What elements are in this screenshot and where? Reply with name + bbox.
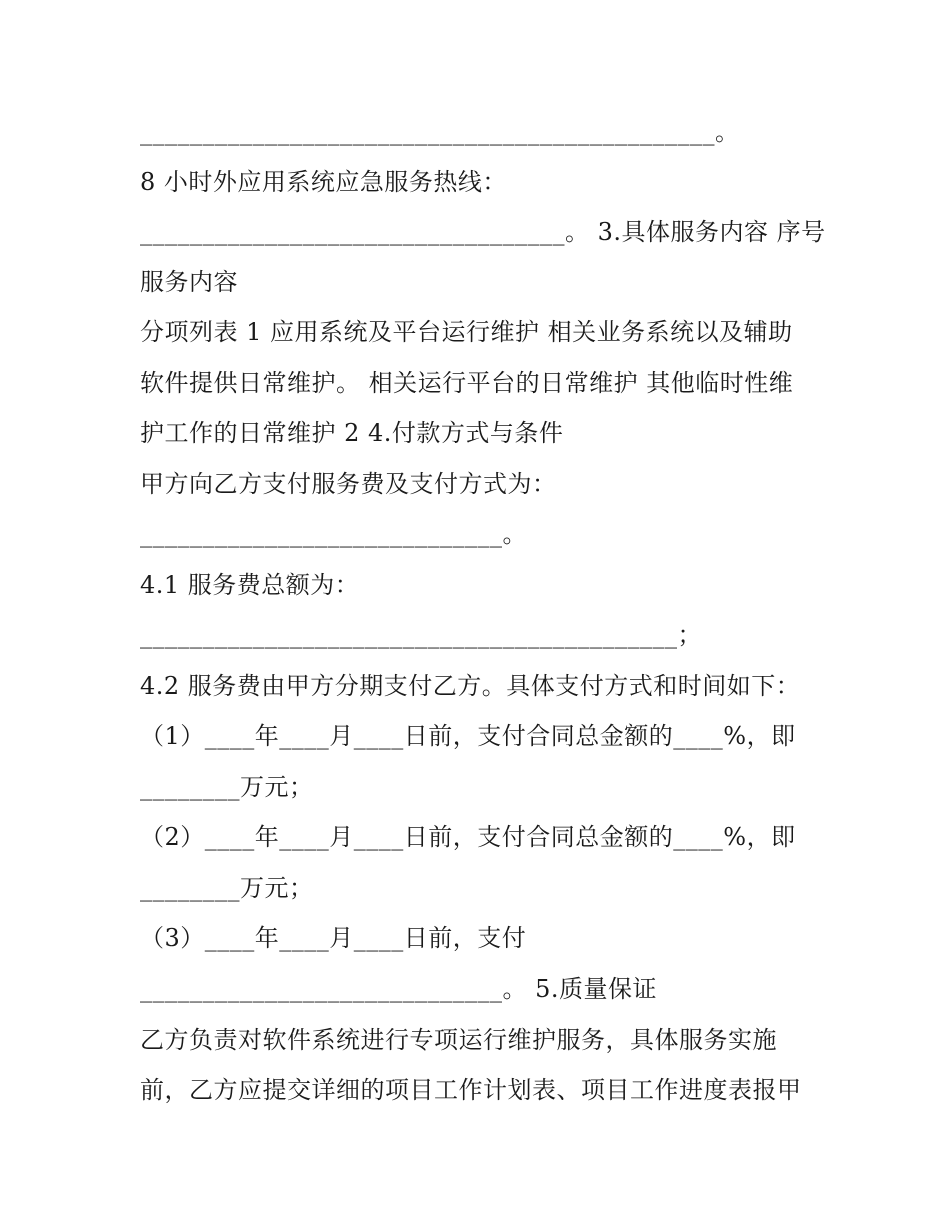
text-line: （2）____年____月____日前，支付合同总金额的____%，即 — [140, 823, 796, 851]
text-line: ________万元； — [140, 874, 314, 902]
text-line: 8 小时外应用系统应急服务热线： — [140, 168, 507, 196]
text-line: _____________________________。 — [140, 520, 527, 548]
text-line: ___________________________________________； — [140, 621, 702, 649]
text-line: 4.1 服务费总额为： — [140, 571, 360, 599]
text-line: 甲方向乙方支付服务费及支付方式为： — [140, 470, 557, 498]
text-line: ________万元； — [140, 773, 314, 801]
text-line: _____________________________。 5.质量保证 — [140, 975, 658, 1003]
text-line: 4.2 服务费由甲方分期支付乙方。具体支付方式和时间如下： — [140, 672, 801, 700]
text-line: 分项列表 1 应用系统及平台运行维护 相关业务系统以及辅助 — [140, 318, 793, 346]
text-line: __________________________________。 3.具体服务内容 序号 — [140, 218, 826, 246]
text-line: 乙方负责对软件系统进行专项运行维护服务，具体服务实施 — [140, 1026, 777, 1054]
text-line: 服务内容 — [140, 268, 238, 296]
text-line: （3）____年____月____日前，支付 — [140, 924, 527, 952]
text-line: 软件提供日常维护。 相关运行平台的日常维护 其他临时性维 — [140, 369, 794, 397]
text-line: 护工作的日常维护 2 4.付款方式与条件 — [140, 419, 564, 447]
text-line: 前，乙方应提交详细的项目工作计划表、项目工作进度表报甲 — [140, 1076, 802, 1104]
text-line: （1）____年____月____日前，支付合同总金额的____%，即 — [140, 722, 796, 750]
text-line: ______________________________________________。 — [140, 118, 740, 146]
